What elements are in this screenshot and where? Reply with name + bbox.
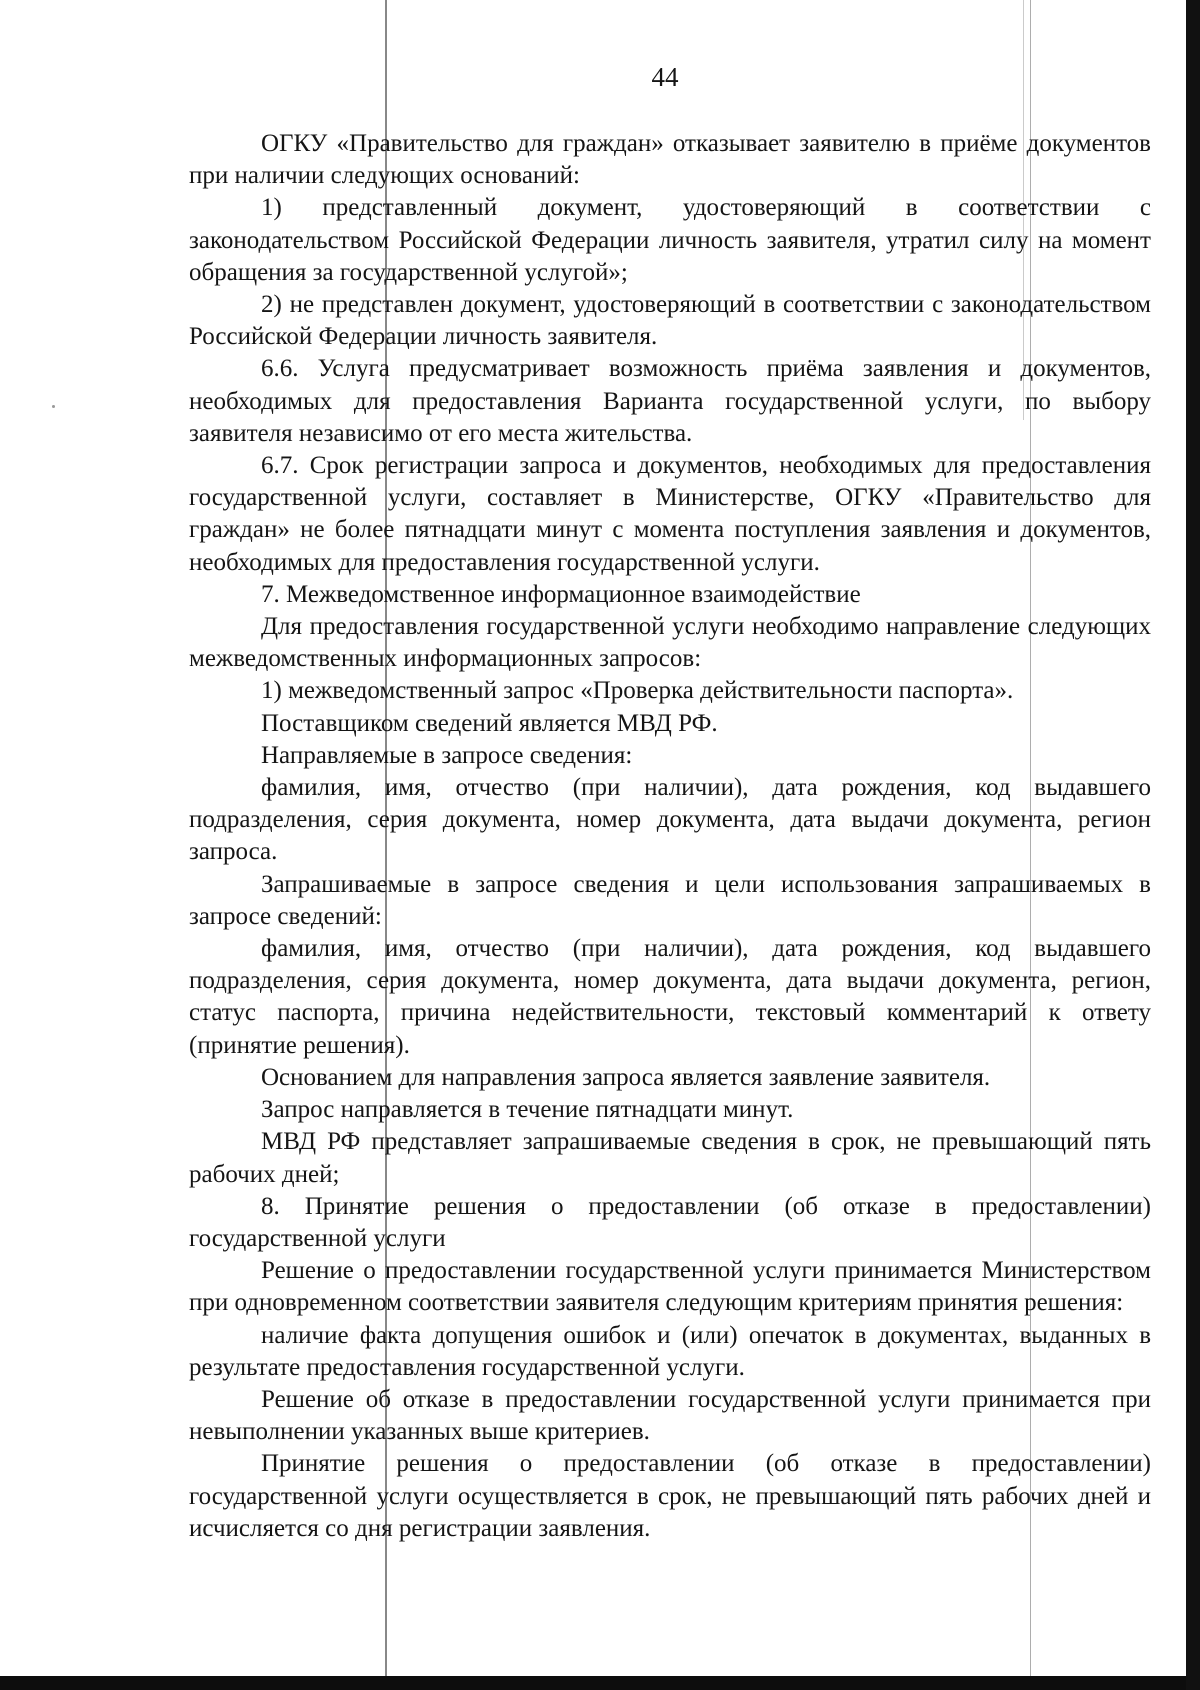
section-heading: 8. Принятие решения о предоставлении (об отказе в предоставлении) государственной услуги [189, 1192, 1151, 1252]
paragraph: 6.6. Услуга предусматривает возможность приёма заявления и документов, необходимых для предоставления Варианта государственной услуги, по выбору заявителя независимо от его места жительства. [189, 355, 1151, 447]
paragraph: Запрос направляется в течение пятнадцати минут. [261, 1096, 794, 1124]
page-number: 44 [651, 62, 679, 92]
scan-artifact-dot [52, 405, 55, 408]
paragraph: ОГКУ «Правительство для граждан» отказывает заявителю в приёме документов при наличии следующих оснований: [189, 130, 1151, 190]
scan-artifact-bottom-border [0, 1676, 1200, 1690]
paragraph: Принятие решения о предоставлении (об отказе в предоставлении) государственной услуги осуществляется в срок, не превышающий пять рабочих дней и исчисляется со дня регистрации заявления. [189, 1450, 1151, 1542]
paragraph: Основанием для направления запроса является заявление заявителя. [261, 1063, 991, 1091]
paragraph: 1) представленный документ, удостоверяющий в соответствии с законодательством Российской Федерации личность заявителя, утратил силу на момент обращения за государственной услугой»; [189, 194, 1151, 286]
paragraph: 1) межведомственный запрос «Проверка действительности паспорта». [261, 677, 1014, 705]
paragraph: фамилия, имя, отчество (при наличии), дата рождения, код выдавшего подразделения, серия документа, номер документа, дата выдачи документа, регион запроса. [189, 774, 1151, 866]
paragraph: Поставщиком сведений является МВД РФ. [261, 709, 718, 737]
paragraph: наличие факта допущения ошибок и (или) опечаток в документах, выданных в результате предоставления государственной услуги. [189, 1321, 1151, 1381]
paragraph: Решение о предоставлении государственной услуги принимается Министерством при одновременном соответствии заявителя следующим критериям принятия решения: [189, 1257, 1151, 1317]
document-body [189, 128, 1151, 1545]
paragraph: 2) не представлен документ, удостоверяющий в соответствии с законодательством Российской Федерации личность заявителя. [189, 291, 1151, 351]
paragraph: Решение об отказе в предоставлении государственной услуги принимается при невыполнении указанных выше критериев. [189, 1385, 1151, 1446]
paragraph: 6.7. Срок регистрации запроса и документов, необходимых для предоставления государственной услуги, составляет в Министерстве, ОГКУ «Правительство для граждан» не более пятнадцати минут с момента поступления заявления и документов, необходимых для предоставления государственной услуги. [189, 452, 1151, 576]
paragraph: Запрашиваемые в запросе сведения и цели использования запрашиваемых в запросе сведений: [189, 870, 1151, 930]
paragraph: Направляемые в запросе сведения: [261, 741, 633, 769]
scan-artifact-right-border [1186, 0, 1200, 1690]
paragraph: МВД РФ представляет запрашиваемые сведения в срок, не превышающий пять рабочих дней; [189, 1128, 1151, 1188]
section-heading: 7. Межведомственное информационное взаимодействие [261, 580, 861, 608]
paragraph: фамилия, имя, отчество (при наличии), дата рождения, код выдавшего подразделения, серия документа, номер документа, дата выдачи документа, регион, статус паспорта, причина недействительности, текстовый комментарий к ответу (принятие решения). [189, 935, 1151, 1059]
paragraph: Для предоставления государственной услуги необходимо направление следующих межведомственных информационных запросов: [189, 613, 1151, 673]
